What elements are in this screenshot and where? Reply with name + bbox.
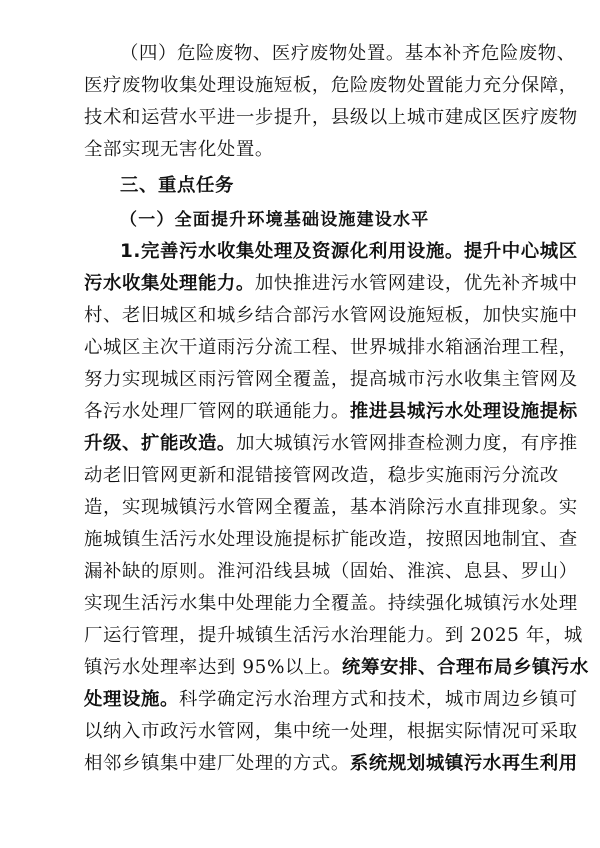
item1-bold-2: 污水收集处理能力。 xyxy=(84,273,255,294)
item1-bold-7: 升级、扩能改造。 xyxy=(84,433,236,454)
item1-line-16: 以纳入市政污水管网，集中统一处理，根据实际情况可采取 xyxy=(84,721,578,742)
section4-line-3: 技术和运营水平进一步提升，县级以上城市建成区医疗废物 xyxy=(84,107,578,128)
item1-line-15 xyxy=(84,688,578,712)
item1-line-1 xyxy=(120,240,578,264)
item1-text-14: 镇污水处理率达到 95%以上。 xyxy=(84,657,343,678)
item1-line-5: 努力实现城区雨污管网全覆盖，提高城市污水收集主管网及 xyxy=(84,369,578,390)
item1-text-17: 相邻乡镇集中建厂处理的方式。 xyxy=(84,753,350,774)
item1-bold-title: 1.完善污水收集处理及资源化利用设施。提升中心城区 xyxy=(120,241,578,262)
item1-line-10: 施城镇生活污水处理设施提标扩能改造，按照因地制宜、查 xyxy=(84,529,578,550)
item1-line-6 xyxy=(84,400,578,424)
item1-line-7 xyxy=(84,432,578,456)
item1-text-2: 加快推进污水管网建设，优先补齐城中 xyxy=(254,273,578,294)
item1-line-14 xyxy=(84,656,589,680)
section4-line-2: 医疗废物收集处理设施短板，危险废物处置能力充分保障， xyxy=(84,75,578,96)
item1-line-17 xyxy=(84,752,578,776)
item1-line-3: 村、老旧城区和城乡结合部污水管网设施短板，加快实施中 xyxy=(84,305,578,326)
item1-bold-6: 推进县城污水处理设施提标 xyxy=(349,401,578,422)
item1-bold-17: 系统规划城镇污水再生利用 xyxy=(349,753,578,774)
item1-line-13: 厂运行管理，提升城镇生活污水治理能力。到 2025 年，城 xyxy=(84,625,583,646)
item1-text-7: 加大城镇污水管网排查检测力度，有序推 xyxy=(235,433,578,454)
item1-line-12: 实现生活污水集中处理能力全覆盖。持续强化城镇污水处理 xyxy=(84,593,578,614)
item1-line-11: 漏补缺的原则。淮河沿线县城（固始、淮滨、息县、罗山） xyxy=(84,561,578,582)
item1-line-9: 造，实现城镇污水管网全覆盖，基本消除污水直排现象。实 xyxy=(84,497,578,518)
item1-line-2 xyxy=(84,272,578,296)
subsection-heading: （一）全面提升环境基础设施建设水平 xyxy=(120,210,430,230)
item1-bold-14: 统筹安排、合理布局乡镇污水 xyxy=(342,657,589,678)
section4-line-4: 全部实现无害化处置。 xyxy=(84,139,274,160)
section4-line-1: （四）危险废物、医疗废物处置。基本补齐危险废物、 xyxy=(120,43,576,64)
item1-text-15: 科学确定污水治理方式和技术，城市周边乡镇可 xyxy=(178,689,578,710)
item1-line-4: 心城区主次干道雨污分流工程、世界城排水箱涵治理工程， xyxy=(84,337,578,358)
item1-bold-15: 处理设施。 xyxy=(84,689,179,710)
item1-line-8: 动老旧管网更新和混错接管网改造，稳步实施雨污分流改 xyxy=(84,465,559,486)
section-heading: 三、重点任务 xyxy=(120,175,234,196)
item1-text-6: 各污水处理厂管网的联通能力。 xyxy=(84,401,350,422)
